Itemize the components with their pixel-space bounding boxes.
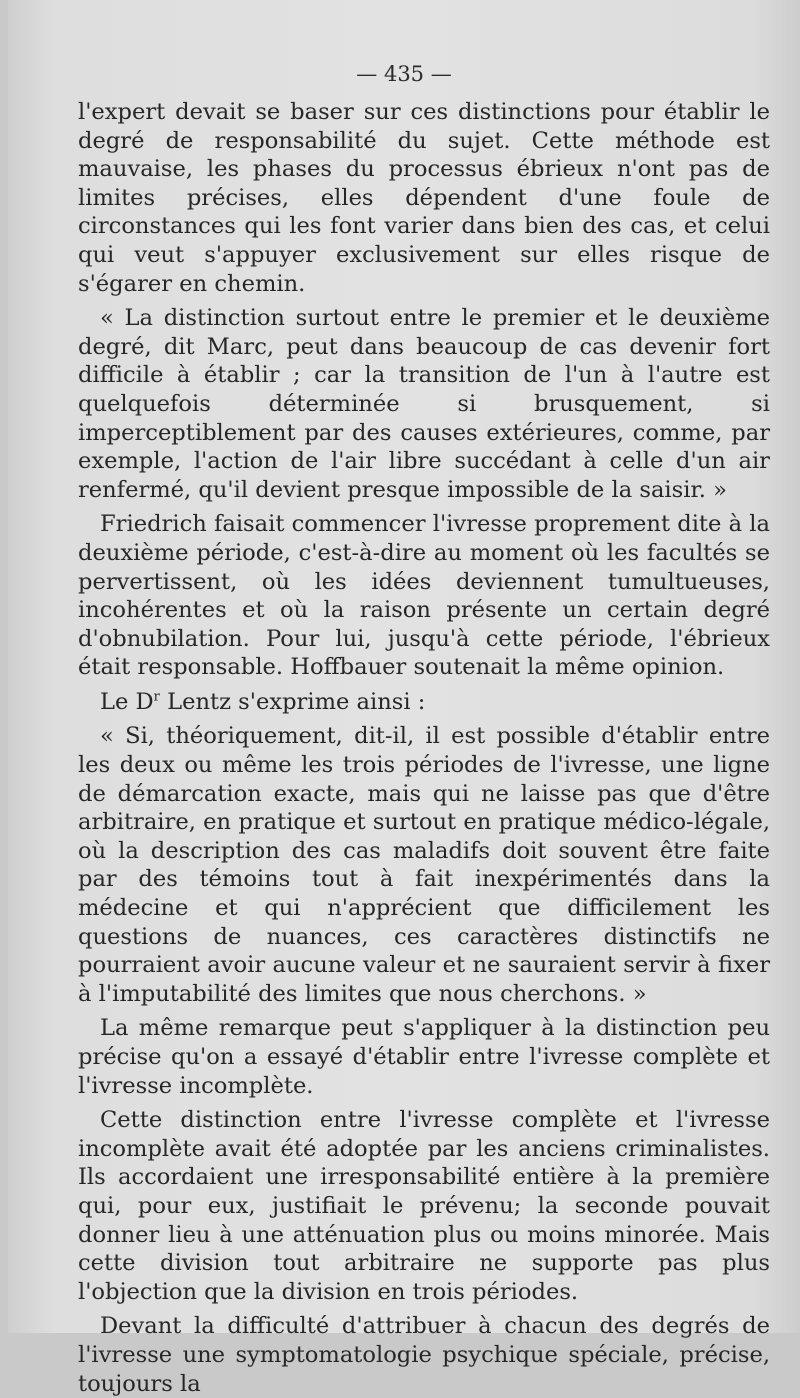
paragraph-lentz xyxy=(78,688,770,717)
paragraph: « La distinction surtout entre le premier et le deuxième degré, dit Marc, peut dans beaucoup de cas devenir fort difficile à établir ; car la transition de l'un à l'autre est quelquefois déterminée si brusquement, si imperceptiblement par des causes extérieures, comme, par exemple, l'action de l'air libre succédant à celle d'un air renfermé, qu'il devient presque impossible de la saisir. » xyxy=(78,305,770,503)
paragraph: Friedrich faisait commencer l'ivresse proprement dite à la deuxième période, c'est-à-dire au moment où les facultés se pervertissent, où les idées deviennent tumultueuses, incohérentes et où la raison présente un certain degré d'obnubilation. Pour lui, jusqu'à cette période, l'ébrieux était responsable. Hoffbauer soutenait la même opinion. xyxy=(78,511,770,681)
lentz-before: Le D xyxy=(100,688,154,715)
paragraph: Devant la difficulté d'attribuer à chacun des degrés de l'ivresse une symptomatologie psychique spéciale, précise, toujours la xyxy=(78,1313,770,1397)
paragraph: l'expert devait se baser sur ces distinctions pour établir le degré de responsabilité du sujet. Cette méthode est mauvaise, les phases du processus ébrieux n'ont pas de limites précises, elles dépendent d'une foule de circonstances qui les font varier dans bien des cas, et celui qui veut s'appuyer exclusivement sur elles risque de s'égarer en chemin. xyxy=(78,99,770,297)
body-text xyxy=(78,98,770,1398)
paragraph: « Si, théoriquement, dit-il, il est possible d'établir entre les deux ou même les trois périodes de l'ivresse, une ligne de démarcation exacte, mais qui ne laisse pas que d'être arbitraire, en pratique et surtout en pratique médico-légale, où la description des cas maladifs doit souvent être faite par des témoins tout à fait inexpérimentés dans la médecine et qui n'apprécient que difficilement les questions de nuances, ces caractères distinctifs ne pourraient avoir aucune valeur et ne sauraient servir à fixer à l'imputabilité des limites que nous cherchons. » xyxy=(78,723,770,1007)
lentz-sup: r xyxy=(153,689,160,705)
book-page xyxy=(8,0,800,1397)
paragraph: La même remarque peut s'appliquer à la distinction peu précise qu'on a essayé d'établir entre l'ivresse complète et l'ivresse incomplète. xyxy=(78,1015,770,1099)
page-number: — 435 — xyxy=(356,62,452,86)
paragraph: Cette distinction entre l'ivresse complète et l'ivresse incomplète avait été adoptée par les anciens criminalistes. Ils accordaient une irresponsabilité entière à la première qui, pour eux, justifiait le prévenu; la seconde pouvait donner lieu à une atténuation plus ou moins minorée. Mais cette division tout arbitraire ne supporte pas plus l'objection que la division en trois périodes. xyxy=(78,1107,770,1305)
lentz-after: Lentz s'exprime ainsi : xyxy=(159,688,426,715)
